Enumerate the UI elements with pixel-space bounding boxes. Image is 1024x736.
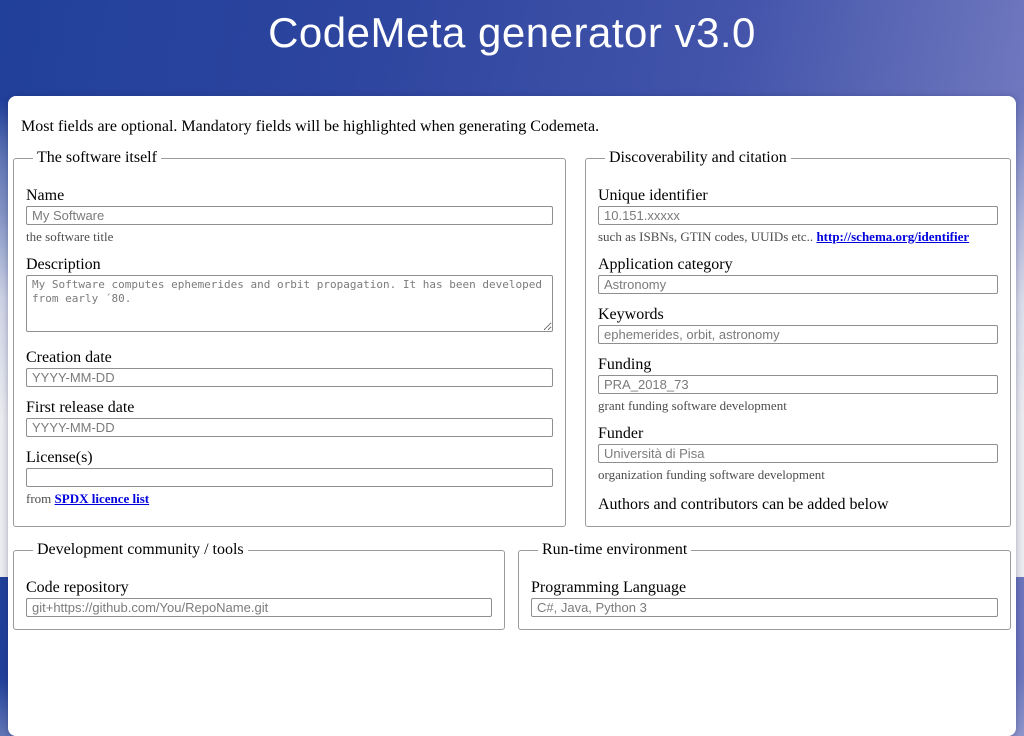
fieldset-runtime — [518, 541, 1011, 630]
page-title: CodeMeta generator v3.0 — [268, 9, 756, 56]
name-hint: the software title — [26, 229, 114, 244]
main-form-card — [8, 96, 1016, 736]
description-field-group — [26, 256, 553, 337]
creation-date-label: Creation date — [26, 349, 112, 366]
creation-date-input[interactable] — [26, 368, 553, 387]
unique-identifier-field-group — [598, 187, 998, 244]
programming-language-input[interactable] — [531, 598, 998, 617]
funding-label: Funding — [598, 356, 652, 373]
keywords-label: Keywords — [598, 306, 664, 323]
intro-text: Most fields are optional. Mandatory fields will be highlighted when generating Codemeta. — [21, 118, 600, 135]
fieldset-discoverability — [585, 149, 1011, 527]
first-release-date-label: First release date — [26, 399, 135, 416]
code-repository-input[interactable] — [26, 598, 492, 617]
code-repository-field-group — [26, 579, 492, 617]
licenses-field-group — [26, 449, 553, 506]
licenses-hint-text: from — [26, 491, 55, 506]
first-release-date-input[interactable] — [26, 418, 553, 437]
schema-identifier-link[interactable]: http://schema.org/identifier — [816, 229, 970, 244]
name-input[interactable] — [26, 206, 553, 225]
funding-input[interactable] — [598, 375, 998, 394]
application-category-field-group — [598, 256, 998, 294]
fieldset-software-legend: The software itself — [37, 149, 157, 166]
unique-identifier-label: Unique identifier — [598, 187, 708, 204]
programming-language-field-group — [531, 579, 998, 617]
fieldset-community-legend: Development community / tools — [37, 541, 244, 558]
licenses-hint — [26, 491, 553, 506]
first-release-date-field-group — [26, 399, 553, 437]
top-fieldset-row — [13, 149, 1011, 527]
licenses-input[interactable] — [26, 468, 553, 487]
funder-label: Funder — [598, 425, 644, 442]
unique-identifier-hint-text: such as ISBNs, GTIN codes, UUIDs etc.. — [598, 229, 817, 244]
creation-date-field-group — [26, 349, 553, 387]
funder-field-group — [598, 425, 998, 482]
funding-field-group — [598, 356, 998, 413]
unique-identifier-hint — [598, 229, 998, 244]
keywords-field-group — [598, 306, 998, 344]
description-textarea[interactable] — [26, 275, 553, 332]
unique-identifier-input[interactable] — [598, 206, 998, 225]
fieldset-software — [13, 149, 566, 527]
application-category-input[interactable] — [598, 275, 998, 294]
fieldset-runtime-legend: Run-time environment — [542, 541, 688, 558]
licenses-label: License(s) — [26, 449, 93, 466]
bottom-fieldset-row — [13, 541, 1011, 630]
name-label: Name — [26, 187, 65, 204]
keywords-input[interactable] — [598, 325, 998, 344]
spdx-licence-list-link[interactable]: SPDX licence list — [54, 491, 150, 506]
programming-language-label: Programming Language — [531, 579, 687, 596]
fieldset-community — [13, 541, 505, 630]
fieldset-discoverability-legend: Discoverability and citation — [609, 149, 787, 166]
description-label: Description — [26, 256, 101, 273]
authors-contributors-note: Authors and contributors can be added below — [598, 496, 889, 513]
funding-hint: grant funding software development — [598, 398, 787, 413]
funder-input[interactable] — [598, 444, 998, 463]
funder-hint: organization funding software development — [598, 467, 825, 482]
application-category-label: Application category — [598, 256, 733, 273]
name-field-group — [26, 187, 553, 244]
code-repository-label: Code repository — [26, 579, 129, 596]
